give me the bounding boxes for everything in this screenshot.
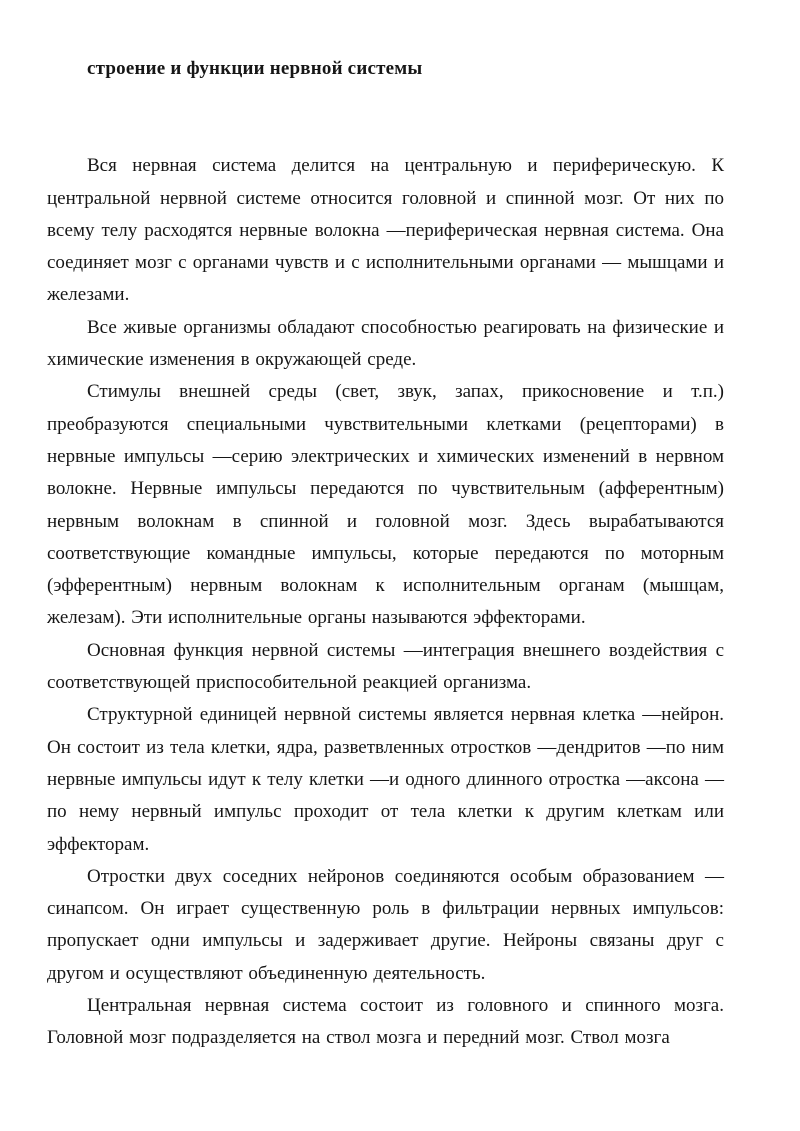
paragraph-stimuli-impulses: Стимулы внешней среды (свет, звук, запах, прикосновение и т.п.) преобразуются специальными чувствительными клетками (рецепторами) в нервные импульсы —серию электрических и химических изменений в нервном волокне. Нервные импульсы передаются по чувствительным (афферентным) нервным волокнам в спинной и головной мозг. Здесь вырабатываются соответствующие командные импульсы, которые передаются по моторным (эфферентным) нервным волокнам к исполнительным органам (мышцам, железам). Эти исполнительные органы называются эффекторами. <box>47 381 724 629</box>
document-body <box>47 150 724 1054</box>
paragraph-main-function: Основная функция нервной системы —интеграция внешнего воздействия с соответствующей приспособительной реакцией организма. <box>47 639 724 694</box>
paragraph-organisms-react: Все живые организмы обладают способностью реагировать на физические и химические изменения в окружающей среде. <box>47 316 724 371</box>
document-title: строение и функции нервной системы <box>87 58 423 79</box>
paragraph-cns-composition: Центральная нервная система состоит из головного и спинного мозга. Головной мозг подразделяется на ствол мозга и передний мозг. Ствол мозга <box>47 995 724 1049</box>
paragraph-neuron-structure: Структурной единицей нервной системы является нервная клетка —нейрон. Он состоит из тела клетки, ядра, разветвленных отростков —дендритов —по ним нервные импульсы идут к телу клетки —и одного длинного отростка —аксона — по нему нервный импульс проходит от тела клетки к другим клеткам или эффекторам. <box>47 704 724 855</box>
paragraph-synapse: Отростки двух соседних нейронов соединяются особым образованием — синапсом. Он играет существенную роль в фильтрации нервных импульсов: пропускает одни импульсы и задерживает другие. Нейроны связаны друг с другом и осуществляют объединенную деятельность. <box>47 865 724 984</box>
paragraph-nervous-system-division: Вся нервная система делится на центральную и периферическую. К центральной нервной системе относится головной и спинной мозг. От них по всему телу расходятся нервные волокна —периферическая нервная система. Она соединяет мозг с органами чувств и с исполнительными органами — мышцами и железами. <box>47 155 724 306</box>
